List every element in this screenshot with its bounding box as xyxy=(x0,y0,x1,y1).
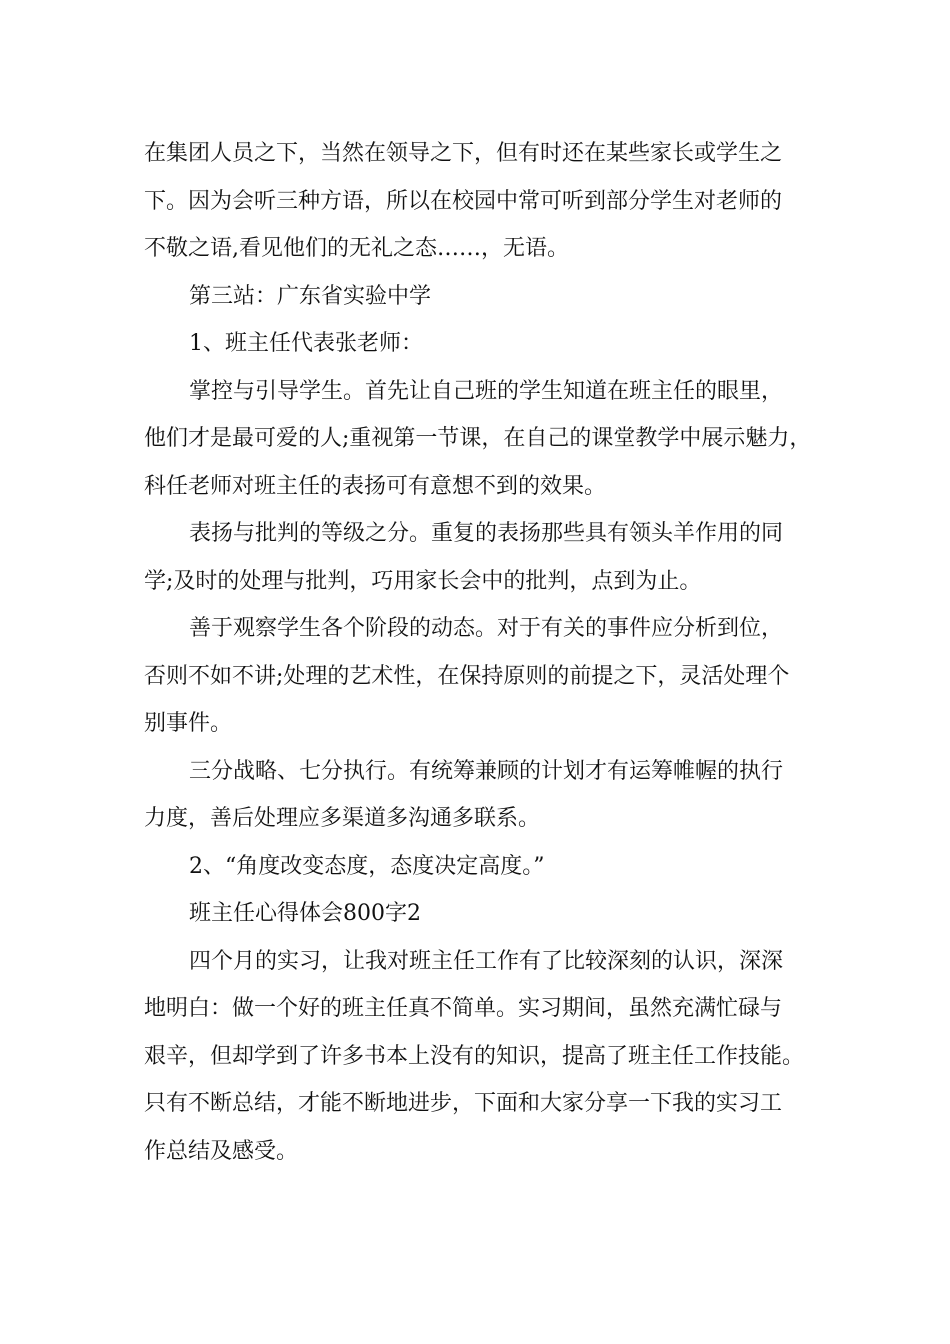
paragraph-start: 四个月的实习，让我对班主任工作有了比较深刻的认识，深深 xyxy=(189,948,784,974)
paragraph-start: 掌控与引导学生。首先让自己班的学生知道在班主任的眼里， xyxy=(189,378,784,404)
text-line: 学;及时的处理与批判，巧用家长会中的批判，点到为止。 xyxy=(144,568,702,594)
text-line: 下。因为会听三种方语，所以在校园中常可听到部分学生对老师的 xyxy=(144,188,783,214)
document-body xyxy=(144,130,834,1175)
text-line: 在集团人员之下，当然在领导之下，但有时还在某些家长或学生之 xyxy=(144,141,783,166)
text-line: 别事件。 xyxy=(144,711,233,736)
text-line: 否则不如不讲;处理的艺术性，在保持原则的前提之下，灵活处理个 xyxy=(144,663,790,689)
text-line: 艰辛，但却学到了许多书本上没有的知识，提高了班主任工作技能。 xyxy=(144,1043,805,1069)
text-line: 作总结及感受。 xyxy=(144,1138,299,1164)
subsection-heading: 1、班主任代表张老师： xyxy=(189,331,423,356)
text-line: 力度，善后处理应多渠道多沟通多联系。 xyxy=(144,806,541,831)
text-line: 只有不断总结，才能不断地进步，下面和大家分享一下我的实习工 xyxy=(144,1091,783,1116)
article-title: 班主任心得体会800字2 xyxy=(189,901,421,926)
section-heading: 第三站：广东省实验中学 xyxy=(189,283,432,309)
paragraph-start: 表扬与批判的等级之分。重复的表扬那些具有领头羊作用的同 xyxy=(189,521,784,546)
text-line: 科任老师对班主任的表扬可有意想不到的效果。 xyxy=(144,473,607,499)
paragraph-start: 三分战略、七分执行。有统筹兼顾的计划才有运筹帷幄的执行 xyxy=(189,758,784,784)
text-line: 不敬之语,看见他们的无礼之态……，无语。 xyxy=(144,236,569,261)
paragraph-start: 善于观察学生各个阶段的动态。对于有关的事件应分析到位， xyxy=(189,616,784,641)
text-line: 地明白：做一个好的班主任真不简单。实习期间，虽然充满忙碌与 xyxy=(144,996,783,1021)
text-line: 他们才是最可爱的人;重视第一节课，在自己的课堂教学中展示魅力， xyxy=(144,426,812,451)
subsection-heading: 2、“角度改变态度，态度决定高度。” xyxy=(189,853,545,879)
